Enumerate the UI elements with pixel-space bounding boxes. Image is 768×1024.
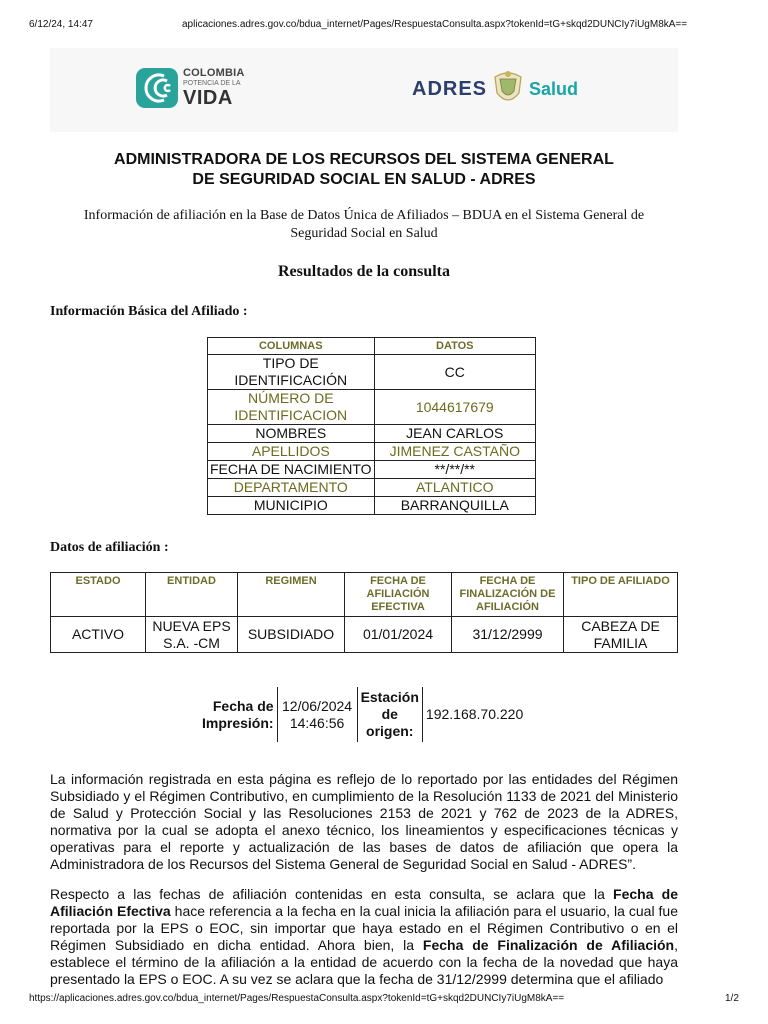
- print-url: aplicaciones.adres.gov.co/bdua_internet/Pages/RespuestaConsulta.aspx?tokenId=tG+skqd2DUNCIy7iUgM8kA==: [182, 19, 688, 30]
- affiliation-status: ACTIVO: [51, 617, 146, 653]
- salud-logo-text: Salud: [529, 78, 579, 99]
- dates-clarification-paragraph: [50, 886, 678, 988]
- logo-left-line3: VIDA: [183, 87, 233, 109]
- column-header: ESTADO: [51, 573, 146, 617]
- column-header: FECHA DE FINALIZACIÓN DE AFILIACIÓN: [452, 573, 564, 617]
- column-header: ENTIDAD: [146, 573, 238, 617]
- print-datetime: 6/12/24, 14:47: [29, 19, 93, 30]
- station-value: 192.168.70.220: [422, 687, 526, 742]
- affiliation-end-date: 31/12/2999: [452, 617, 564, 653]
- field-value: JIMENEZ CASTAÑO: [374, 443, 535, 461]
- print-info-table: [199, 687, 526, 742]
- column-header: FECHA DE AFILIACIÓN EFECTIVA: [345, 573, 452, 617]
- table-row: [208, 355, 536, 390]
- field-name: TIPO DE IDENTIFICACIÓN: [208, 355, 375, 390]
- page-title: [0, 150, 728, 190]
- header-banner: [50, 48, 678, 132]
- page-title-line2: DE SEGURIDAD SOCIAL EN SALUD - ADRES: [192, 171, 536, 188]
- table-row: [208, 461, 536, 479]
- print-date-label: Fecha de Impresión:: [202, 697, 274, 731]
- print-date-value: 12/06/2024 14:46:56: [277, 687, 357, 742]
- results-title: Resultados de la consulta: [277, 263, 451, 280]
- paragraph-text: hace referencia a la fecha en la cual inicia la afiliación para el usuario, la cual fue reportada por la EPS o EOC, sin importar que haya estado en el Régimen Contributivo o en el Régimen Subsidiado en dicha entidad. Ahora bien, la: [50, 903, 679, 953]
- affiliation-entity: NUEVA EPS S.A. -CM: [146, 617, 238, 653]
- field-value: **/**/**: [374, 461, 535, 479]
- field-name: FECHA DE NACIMIENTO: [208, 461, 375, 479]
- table-row: [208, 390, 536, 425]
- basic-info-label: Información Básica del Afiliado :: [50, 304, 248, 319]
- field-value: 1044617679: [374, 390, 535, 425]
- table-row: [208, 497, 536, 515]
- field-value: ATLANTICO: [374, 479, 535, 497]
- adres-logo-text: ADRES: [412, 77, 488, 100]
- station-label: Estación de origen:: [357, 687, 422, 742]
- column-header: DATOS: [374, 338, 535, 355]
- field-name: APELLIDOS: [208, 443, 375, 461]
- field-name: MUNICIPIO: [208, 497, 375, 515]
- logo-left-line2: POTENCIA DE LA: [183, 80, 241, 87]
- paragraph-text: Respecto a las fechas de afiliación contenidas en esta consulta, se aclara que la: [50, 886, 614, 902]
- table-row: [208, 479, 536, 497]
- adres-logo: [412, 68, 578, 110]
- column-header: COLUMNAS: [208, 338, 375, 355]
- table-header-row: [51, 573, 678, 617]
- table-row: [208, 443, 536, 461]
- affiliate-type: CABEZA DE FAMILIA: [564, 617, 678, 653]
- page-subtitle: [0, 207, 728, 243]
- page-number: 1/2: [725, 993, 739, 1004]
- paragraph-bold-text: Fecha de Finalización de Afiliación: [422, 937, 675, 953]
- paragraph-text: , establece el término de la afiliación a la entidad de acuerdo con la fecha de la novedad que haya presentado la EPS o EOC. A su vez se aclara que la fecha de 31/12/2999 determina que el afiliado: [50, 937, 678, 987]
- page-subtitle-line1: Información de afiliación en la Base de Datos Única de Afiliados – BDUA en el Sistema General de: [83, 208, 645, 223]
- field-name: DEPARTAMENTO: [208, 479, 375, 497]
- paragraph-bold-text: Fecha de Afiliación Efectiva: [50, 886, 678, 919]
- table-header-row: [208, 338, 536, 355]
- page-subtitle-line2: Seguridad Social en Salud: [290, 226, 438, 241]
- page-title-line1: ADMINISTRADORA DE LOS RECURSOS DEL SISTEMA GENERAL: [114, 151, 614, 168]
- field-name: NÚMERO DE IDENTIFICACION: [208, 390, 375, 425]
- table-row: [199, 687, 526, 742]
- coat-of-arms-icon: [491, 69, 525, 109]
- affiliation-table: [50, 572, 678, 653]
- disclaimer-paragraph: La información registrada en esta página es reflejo de lo reportado por las entidades del Régimen Subsidiado y el Régimen Contributivo, en cumplimiento de la Resolución 1133 de 2021 del Ministerio de Salud y Protección Social y las Resoluciones 2153 de 2021 y 762 de 2023 de la ADRES, normativa por la cual se adopta el anexo técnico, los lineamientos y especificaciones técnicas y operativas para el reporte y actualización de las bases de datos de afiliación que opera la Administradora de los Recursos del Sistema General de Seguridad Social en Salud - ADRES”.: [50, 771, 678, 872]
- field-name: NOMBRES: [208, 425, 375, 443]
- colombia-logo: [136, 66, 244, 110]
- logo-left-line1: COLOMBIA: [183, 67, 245, 79]
- affiliation-regime: SUBSIDIADO: [238, 617, 345, 653]
- basic-info-table: [207, 337, 536, 515]
- colombia-logo-icon: [136, 68, 178, 108]
- affiliation-label: Datos de afiliación :: [50, 540, 169, 555]
- table-row: [208, 425, 536, 443]
- field-value: CC: [374, 355, 535, 390]
- affiliation-start-date: 01/01/2024: [345, 617, 452, 653]
- footer-url: https://aplicaciones.adres.gov.co/bdua_internet/Pages/RespuestaConsulta.aspx?tokenId=tG+skqd2DUNCIy7iUgM8kA==: [29, 993, 565, 1004]
- field-value: BARRANQUILLA: [374, 497, 535, 515]
- table-row: [51, 617, 678, 653]
- field-value: JEAN CARLOS: [374, 425, 535, 443]
- column-header: REGIMEN: [238, 573, 345, 617]
- column-header: TIPO DE AFILIADO: [564, 573, 678, 617]
